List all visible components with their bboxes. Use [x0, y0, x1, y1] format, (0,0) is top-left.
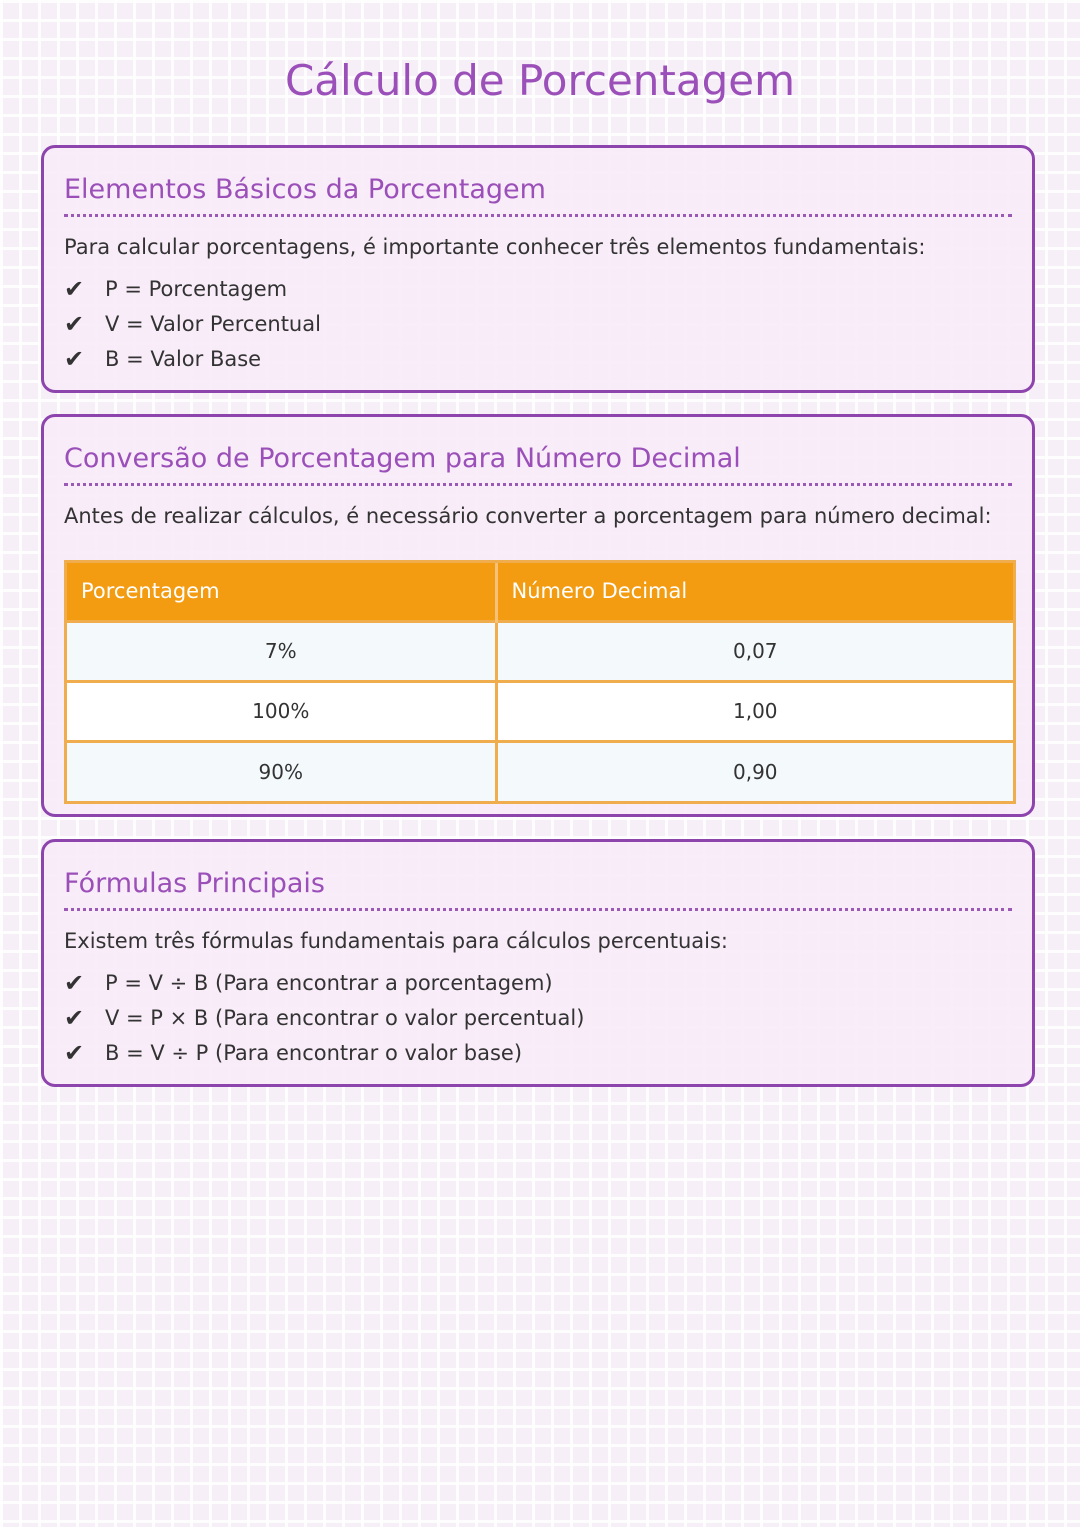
decimal-cell: 0,90 [496, 741, 1013, 801]
percentage-cell: 7% [67, 621, 496, 681]
check-icon: ✔ [64, 1003, 85, 1032]
formulas-list [64, 965, 1012, 1070]
table-row [67, 621, 1013, 681]
decimal-cell: 1,00 [496, 681, 1013, 741]
list-item-text: V = Valor Percentual [105, 311, 321, 336]
elements-list [64, 271, 1012, 376]
section-intro: Para calcular porcentagens, é importante conhecer três elementos fundamentais: [64, 235, 926, 259]
column-header-percentage: Porcentagem [67, 563, 496, 621]
basics-section [41, 145, 1035, 393]
list-item-text: B = V ÷ P (Para encontrar o valor base) [105, 1040, 523, 1065]
percentage-cell: 90% [67, 741, 496, 801]
table-row [67, 741, 1013, 801]
check-icon: ✔ [64, 309, 85, 338]
section-heading: Conversão de Porcentagem para Número Decimal [64, 439, 1012, 486]
column-header-decimal: Número Decimal [496, 563, 1013, 621]
list-item-text: V = P × B (Para encontrar o valor percentual) [105, 1005, 585, 1030]
table-header-row [67, 563, 1013, 621]
section-intro: Existem três fórmulas fundamentais para cálculos percentuais: [64, 929, 728, 953]
check-icon: ✔ [64, 1038, 85, 1067]
list-item-text: B = Valor Base [105, 346, 262, 371]
list-item [64, 341, 1012, 376]
check-icon: ✔ [64, 274, 85, 303]
percentage-cell: 100% [67, 681, 496, 741]
conversion-section [41, 414, 1035, 817]
decimal-cell: 0,07 [496, 621, 1013, 681]
conversion-table [64, 560, 1016, 804]
section-heading: Elementos Básicos da Porcentagem [64, 170, 1012, 217]
list-item-text: P = Porcentagem [105, 276, 288, 301]
page-title: Cálculo de Porcentagem [284, 56, 796, 105]
check-icon: ✔ [64, 968, 85, 997]
list-item-text: P = V ÷ B (Para encontrar a porcentagem) [105, 970, 553, 995]
list-item [64, 306, 1012, 341]
check-icon: ✔ [64, 344, 85, 373]
formulas-section [41, 839, 1035, 1087]
section-intro: Antes de realizar cálculos, é necessário converter a porcentagem para número decimal: [64, 504, 992, 528]
list-item [64, 1000, 1012, 1035]
table-row [67, 681, 1013, 741]
list-item [64, 965, 1012, 1000]
section-heading: Fórmulas Principais [64, 864, 1012, 911]
list-item [64, 271, 1012, 306]
list-item [64, 1035, 1012, 1070]
